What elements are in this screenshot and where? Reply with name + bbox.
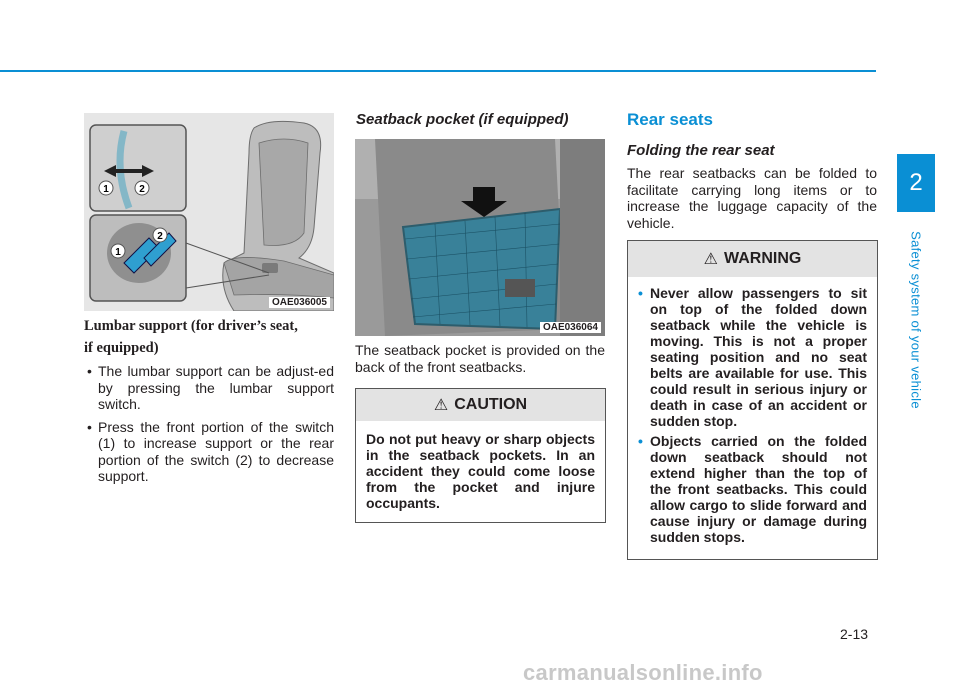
rear-section (627, 110, 877, 231)
lumbar-bullets (84, 363, 334, 485)
warning-header (628, 241, 877, 277)
figure-code: OAE036064 (540, 322, 601, 333)
chapter-number: 2 (909, 169, 923, 196)
list-item: • The lumbar support can be adjust-ed by pressing the lumbar support switch. (84, 363, 334, 413)
rear-heading: Rear seats (627, 110, 714, 129)
header-rule (0, 70, 876, 72)
lumbar-figure (84, 113, 334, 311)
page-number: 2-13 (840, 626, 869, 642)
callout-1-bottom: 1 (115, 247, 121, 258)
warning-box (627, 240, 878, 560)
pocket-figure (355, 139, 605, 336)
callout-2-top: 2 (139, 184, 145, 195)
pocket-heading-wrap (356, 111, 606, 128)
lumbar-heading-line2: if equipped) (84, 340, 159, 356)
caution-icon: ⚠ (433, 397, 449, 414)
list-item: • Never allow passengers to sit on top of the folded down seatback while the vehicle is moving. This is not a proper seating position and no seat belts are available for use. This could result in serious injury or death in case of an accident or sudden stop. (638, 285, 867, 429)
warning-title: WARNING (724, 250, 802, 267)
lumbar-heading-line1: Lumbar support (for driver’s seat, (84, 318, 298, 334)
caution-box (355, 388, 606, 523)
callout-1-top: 1 (103, 184, 109, 195)
list-item: • Objects carried on the folded down seatback should not extend higher than the top of the front seatbacks. This could allow cargo to slide forward and cause injury or damage during sudden stops. (638, 433, 867, 545)
rear-subheading: Folding the rear seat (627, 142, 775, 159)
caution-header (356, 389, 605, 421)
pocket-heading: Seatback pocket (if equipped) (356, 111, 569, 128)
caution-text: Do not put heavy or sharp objects in the seatback pockets. In an accident they could come loose from the pocket and injure occupants. (366, 431, 595, 511)
figure-code: OAE036005 (269, 297, 330, 308)
chapter-title: Safety system of your vehicle (908, 231, 924, 409)
watermark[interactable]: carmanualsonline.info (523, 660, 763, 685)
warning-body (628, 277, 877, 561)
rear-body: The rear seatbacks can be folded to facilitate carrying long items or to increase the luggage capacity of the vehicle. (627, 165, 877, 231)
lumbar-section (84, 315, 334, 491)
caution-title: CAUTION (454, 396, 528, 413)
chapter-tab[interactable] (897, 154, 935, 212)
list-item: • Press the front portion of the switch (1) to increase support or the rear portion of the switch (2) to decrease support. (84, 419, 334, 485)
lumbar-heading (84, 315, 334, 359)
lumbar-illustration (84, 113, 334, 311)
pocket-body-wrap (355, 342, 605, 375)
pocket-body: The seatback pocket is provided on the back of the front seatbacks. (355, 342, 605, 375)
callout-2-bottom: 2 (157, 231, 163, 242)
pocket-illustration (355, 139, 605, 336)
warning-icon: ⚠ (703, 251, 718, 268)
warning-list (638, 285, 867, 545)
